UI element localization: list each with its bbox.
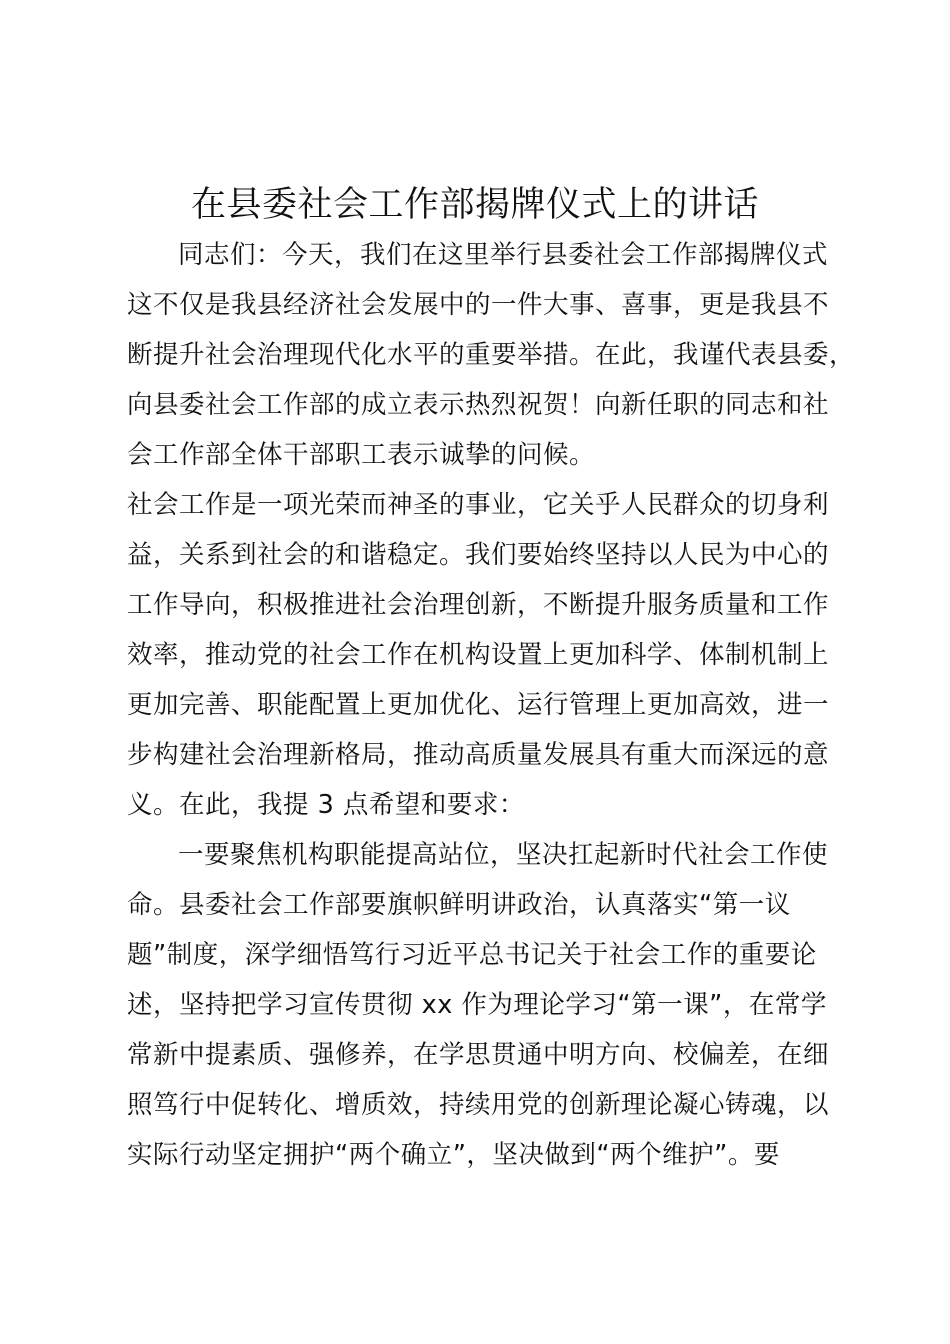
text-line: 义。在此，我提 3 点希望和要求： xyxy=(127,790,525,820)
text-line: 这不仅是我县经济社会发展中的一件大事、喜事，更是我县不 xyxy=(127,290,830,320)
text-line: 益，关系到社会的和谐稳定。我们要始终坚持以人民为中心的 xyxy=(127,540,830,570)
text-line: 断提升社会治理现代化水平的重要举措。在此，我谨代表县委， xyxy=(127,340,856,370)
text-line: 同志们：今天，我们在这里举行县委社会工作部揭牌仪式 xyxy=(178,240,829,270)
text-line: 向县委社会工作部的成立表示热烈祝贺！向新任职的同志和社 xyxy=(127,390,830,420)
text-line: 实际行动坚定拥护“两个确立”，坚决做到“两个维护”。要 xyxy=(127,1140,780,1170)
text-line: 题”制度，深学细悟笃行习近平总书记关于社会工作的重要论 xyxy=(127,940,817,970)
document-body xyxy=(127,230,856,1180)
text-line: 社会工作是一项光荣而神圣的事业，它关乎人民群众的切身利 xyxy=(127,490,830,520)
text-line: 步构建社会治理新格局，推动高质量发展具有重大而深远的意 xyxy=(127,740,830,770)
text-line: 命。县委社会工作部要旗帜鲜明讲政治，认真落实“第一议 xyxy=(127,890,791,920)
text-line: 工作导向，积极推进社会治理创新，不断提升服务质量和工作 xyxy=(127,590,830,620)
text-line: 效率，推动党的社会工作在机构设置上更加科学、体制机制上 xyxy=(127,640,830,670)
text-line: 照笃行中促转化、增质效，持续用党的创新理论凝心铸魂，以 xyxy=(127,1090,830,1120)
document-title: 在县委社会工作部揭牌仪式上的讲话 xyxy=(190,185,759,225)
text-line: 更加完善、职能配置上更加优化、运行管理上更加高效，进一 xyxy=(127,690,830,720)
text-line: 常新中提素质、强修养，在学思贯通中明方向、校偏差，在细 xyxy=(127,1040,830,1070)
text-line: 会工作部全体干部职工表示诚挚的问候。 xyxy=(127,440,596,470)
text-line: 述，坚持把学习宣传贯彻 xx 作为理论学习“第一课”，在常学 xyxy=(127,990,827,1020)
text-line: 一要聚焦机构职能提高站位，坚决扛起新时代社会工作使 xyxy=(178,840,829,870)
